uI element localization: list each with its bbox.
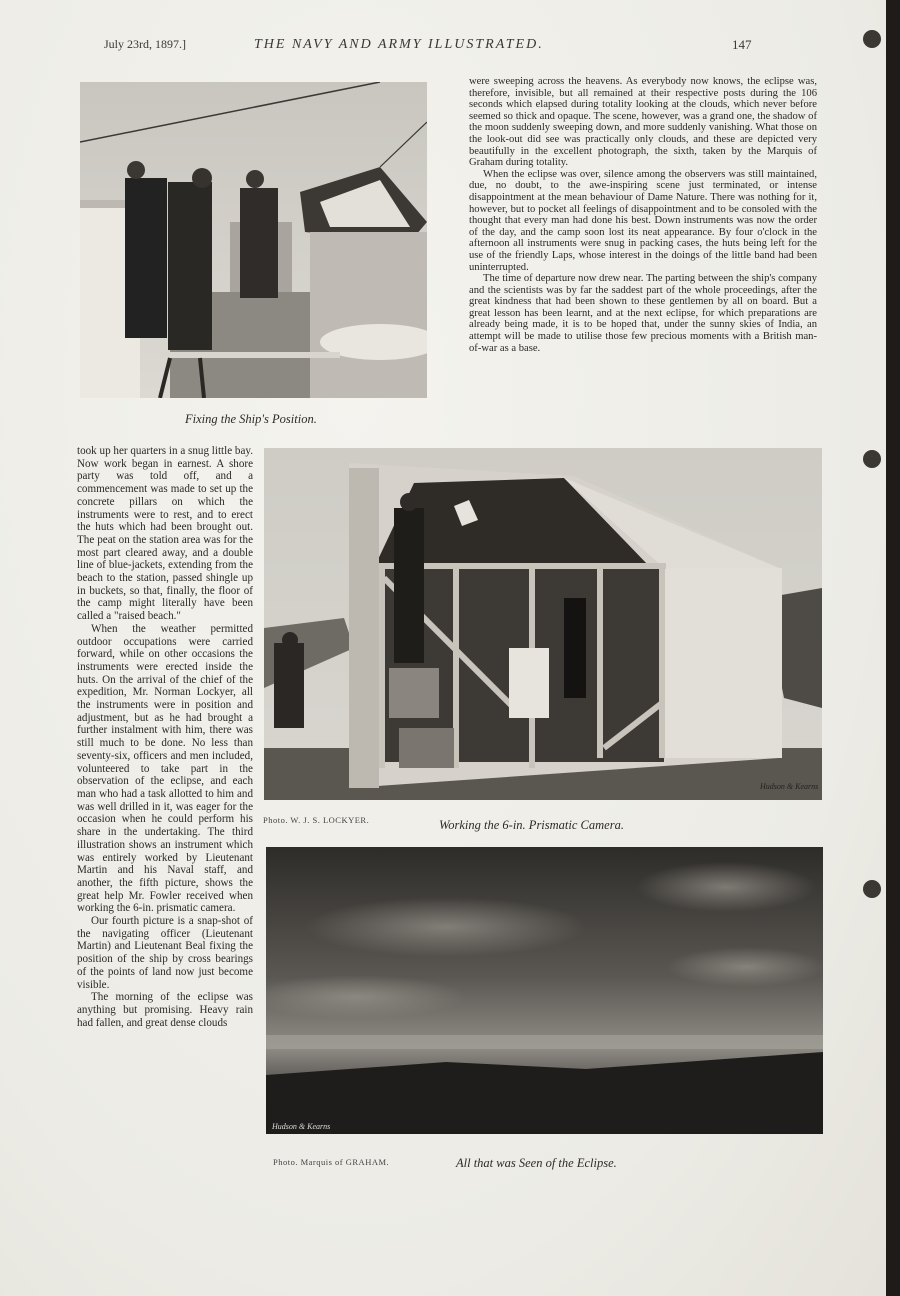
photo-credit-graham: Photo. Marquis of GRAHAM. <box>273 1157 390 1167</box>
binder-edge <box>886 0 900 1296</box>
caption-prismatic-camera: Working the 6-in. Prismatic Camera. <box>439 818 624 832</box>
paragraph: were sweeping across the heavens. As everybody now knows, the eclipse was, therefore, invisible, but all remained at their respective posts during the 106 seconds which elapsed during totality looking at the clouds, which never before seemed so thick and opaque. The scene, however, was a grand one, the shadow of the moon suddenly sweeping down, and more suddenly vanishing. What those on the look-out did see was practically only clouds, and these are depicted very beautifully in the excellent photograph, the sixth, taken by the Marquis of Graham during totality. <box>469 76 817 169</box>
engraver-mark: Hudson & Kearns <box>272 1122 331 1131</box>
caption-fixing-ships-position: Fixing the Ship's Position. <box>185 412 317 426</box>
paragraph: When the eclipse was over, silence among the observers was still maintained, due, no doubt, to the awe-inspiring scene just terminated, or intense disappointment at the mean behaviour of Dame Nature. There was nothing for it, however, but to pocket all feelings of disappointment and to be consoled with the thought that every man had done his best. Down instruments was now the order of the day, and the camp soon lost its neat appearance. By four o'clock in the afternoon all instruments were snug in packing cases, the huts being left for the use of the friendly Laps, whose interest in the doings of the little band had been uninterrupted. <box>469 168 817 273</box>
photo-prismatic-camera <box>264 448 822 800</box>
page-number: 147 <box>732 37 752 52</box>
right-column-text <box>469 76 817 354</box>
paragraph: The morning of the eclipse was anything but promising. Heavy rain had fallen, and great dense clouds <box>77 991 253 1029</box>
paragraph: took up her quarters in a snug little bay. Now work began in earnest. A shore party was told off, and a commencement was made to set up the concrete pillars on which the instruments were to rest, and to erect the huts which had been brought out. The peat on the station area was for the most part cleared away, and a double line of blue-jackets, extending from the beach to the station, passed shingle up in buckets, so that, finally, the floor of the camp might literally have been called a "raised beach." <box>77 445 253 623</box>
paragraph: The time of departure now drew near. The parting between the ship's company and the scientists was by far the saddest part of the whole proceedings, after the great kindness that had been shown to these gentlemen by all on board. But a great lesson has been learnt, and at the next eclipse, for which preparations are already being made, it is to be hoped that, under the sunny skies of India, an attempt will be made to utilise those few precious moments with a British man-of-war as a base. <box>469 273 817 354</box>
paragraph: Our fourth picture is a snap-shot of the navigating officer (Lieutenant Martin) and Lieutenant Beal fixing the position of the ship by cross bearings of the points of land now just become visible. <box>77 915 253 991</box>
photo-fixing-ships-position <box>80 82 427 398</box>
header-date: July 23rd, 1897.] <box>104 37 186 51</box>
header-title: THE NAVY AND ARMY ILLUSTRATED. <box>254 37 544 52</box>
photo-eclipse-clouds <box>266 847 823 1134</box>
binder-hole <box>863 30 881 48</box>
engraver-mark: Hudson & Kearns <box>760 782 819 791</box>
photo-credit-lockyer: Photo. W. J. S. LOCKYER. <box>263 815 370 825</box>
left-column-text <box>77 445 253 1029</box>
binder-hole <box>863 450 881 468</box>
paragraph: When the weather permitted outdoor occupations were carried forward, while on other occasions the instruments were erected inside the huts. On the arrival of the chief of the expedition, Mr. Norman Lockyer, all the instruments were in position and adjustment, but as he had brought a further instalment with him, there was still much to be done. No less than seventy-six, officers and men included, volunteered to take part in the observation of the eclipse, and each man who had a task allotted to him and was well drilled in it, was eager for the occasion when he could perform his share in the undertaking. The third illustration shows an instrument which was entirely worked by Lieutenant Martin and his Naval staff, and another, the fifth picture, shows the great help Mr. Fowler received when working the 6-in. prismatic camera. <box>77 622 253 915</box>
caption-eclipse: All that was Seen of the Eclipse. <box>456 1156 617 1170</box>
binder-hole <box>863 880 881 898</box>
